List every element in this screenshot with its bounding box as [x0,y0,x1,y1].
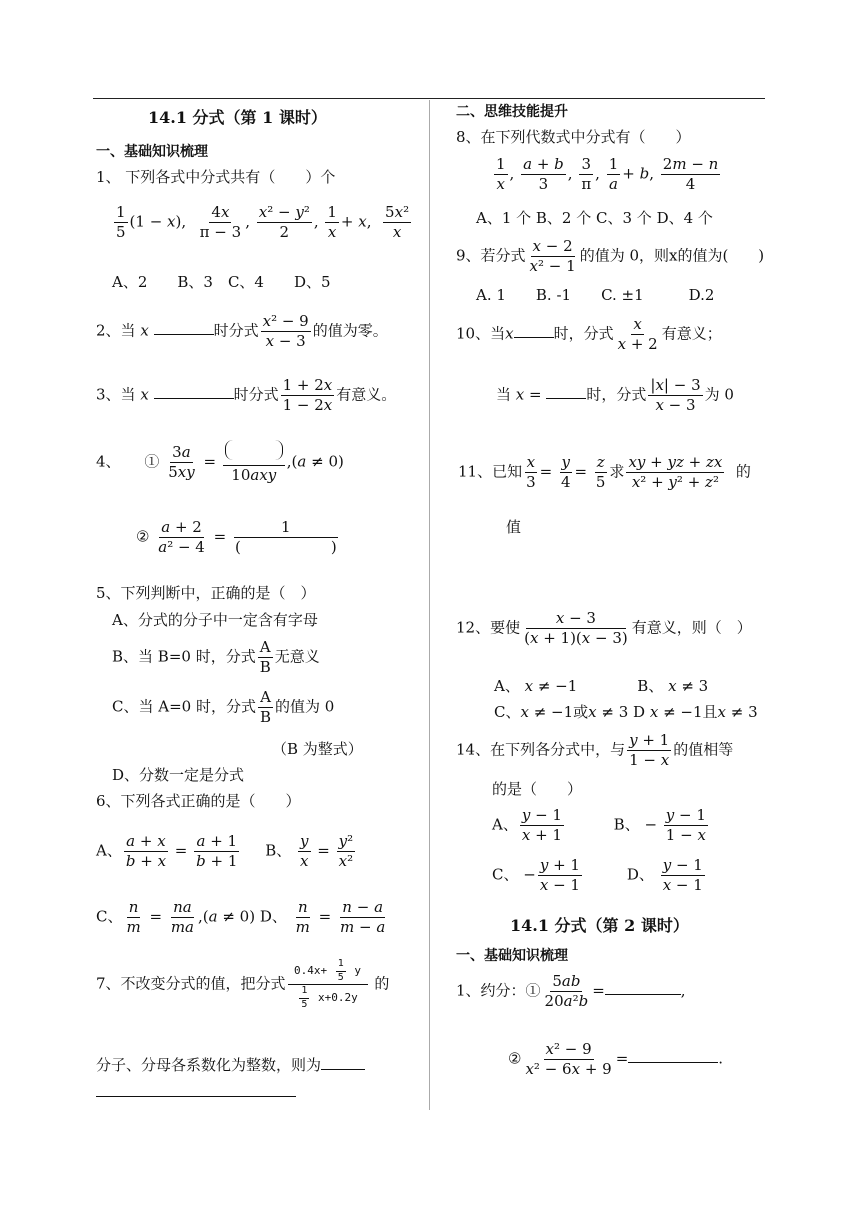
question-8-options: A、1 个 B、2 个 C、3 个 D、4 个 [476,209,713,227]
question-3: 3、当 x 时分式 $\frac{1 + 2x}{1 - 2x}$ 有意义。 [96,376,397,414]
question-6: 6、下列各式正确的是（ ） [96,792,301,810]
lesson-title-1: 14.1 分式（第 1 课时） [148,108,327,127]
column-divider [429,100,430,1110]
question-14: 14、在下列各分式中，与 $\frac{y + 1}{1 - x}$ 的值相等 [456,731,734,769]
question-10-line-1: 10、当x 时，分式 $\frac{x}{x + 2}$ 有意义； [456,315,722,353]
question-14-options-cd: C、 − $\frac{y + 1}{x - 1}$ D、 $\frac{y - 1}{x - 1}$ [492,856,703,894]
question-4-part-2: ② $\frac{a + 2}{\text{a² − 4}}$ = $\frac{1}{( )}$ [136,518,337,556]
question-12-options-cd: C、x ≠ −1或x ≠ 3 D x ≠ −1且x ≠ 3 [494,703,758,721]
question-5-option-b: B、当 B=0 时，分式 $\frac{A}{B}$ 无意义 [112,638,320,676]
question-6-options-ab: A、 $\frac{a + x}{b + x}$ = $\frac{a + 1}{b + 1}$ B、 $\frac{y}{x}$ = $\frac{\text{y²}}{\text{x²}}$ [96,832,354,870]
question-1-expressions: $\frac{1}{5}$ (1 − x), $\frac{4x}{\pi - 3}$ , $\frac{\text{x² − y²}}{2}$ , $\frac{1}{x}$ + x, $\frac{\text{5x²}}{x}$ [116,203,410,241]
question-5-option-c: C、当 A=0 时，分式 $\frac{A}{B}$ 的值为 0 [112,688,335,726]
question-10-line-2: 当 x = 时，分式 $\frac{|x| - 3}{x - 3}$ 为 0 [496,376,734,414]
reduce-question-2: ② $\frac{\text{x² − 9}}{\text{x² − 6x + 9}}$ = . [508,1040,724,1078]
section-heading-basics-2: 一、基础知识梳理 [456,948,568,964]
question-14-options-ab: A、 $\frac{y - 1}{x + 1}$ B、 − $\frac{y - 1}{1 - x}$ [492,806,706,844]
top-rule [93,98,765,99]
section-heading-skills: 二、思维技能提升 [456,104,568,120]
question-1-options: A、2 B、3 C、4 D、5 [112,273,331,291]
question-9-options: A. 1 B. -1 C. ±1 D.2 [476,286,715,304]
question-7-answer-line [96,1082,296,1101]
question-2: 2、当 x 时分式 $\frac{\text{x² − 9}}{x - 3}$ 的值为零。 [96,312,388,350]
question-12-options-ab: A、 x ≠ −1 B、 x ≠ 3 [494,677,709,695]
question-14-line-2: 的是（ ） [492,780,583,798]
question-8-expressions: $\frac{1}{x}$ , $\frac{a + b}{3}$ , $\frac{3}{\pi}$ , $\frac{1}{a}$ + b, $\frac{2m - n}{4}$ [496,155,719,193]
question-11: 11、已知 $\frac{x}{3}$ = $\frac{y}{4}$ = $\frac{z}{5}$ 求 $\frac{xy + yz + zx}{\text{x² + y² + z²}}$ 的 [458,453,751,491]
question-1: 1、 下列各式中分式共有（ ）个 [96,168,336,186]
lesson-title-2: 14.1 分式（第 2 课时） [510,916,689,935]
question-4-part-1: 4、 ① $\frac{3a}{5xy}$ = 10axy ,(a ≠ 0) [96,440,344,485]
question-12: 12、要使 $\frac{x - 3}{(x + 1)(x - 3)}$ 有意义，则（ ） [456,609,752,647]
question-6-options-cd: C、 $\frac{n}{m}$ = $\frac{na}{ma}$ ,(a ≠ 0) D、 $\frac{n}{m}$ = $\frac{n - a}{m - a}$ [96,898,386,936]
question-8: 8、在下列代数式中分式有（ ） [456,128,691,146]
question-5-option-a: A、分式的分子中一定含有字母 [112,611,318,629]
question-5-option-c-note: （B 为整式） [272,740,363,758]
question-11-line-2: 值 [506,518,522,536]
section-heading-basics: 一、基础知识梳理 [96,144,208,160]
reduce-question-1: 1、约分：① $\frac{5ab}{\text{20a²b}}$ = , [456,972,686,1010]
question-7-line-2: 分子、分母各系数化为整数，则为 [96,1056,365,1074]
question-7: 7、不改变分式的值，把分式 0.4x+ $\frac{1}{5}$ y $\frac{1}{5}$ x+0.2y 的 [96,958,390,1010]
question-5-option-d: D、分数一定是分式 [112,766,245,784]
question-9: 9、若分式 $\frac{x - 2}{\text{x² − 1}}$ 的值为 0，则x的值为( ) [456,237,765,275]
question-5: 5、下列判断中，正确的是（ ） [96,584,316,602]
